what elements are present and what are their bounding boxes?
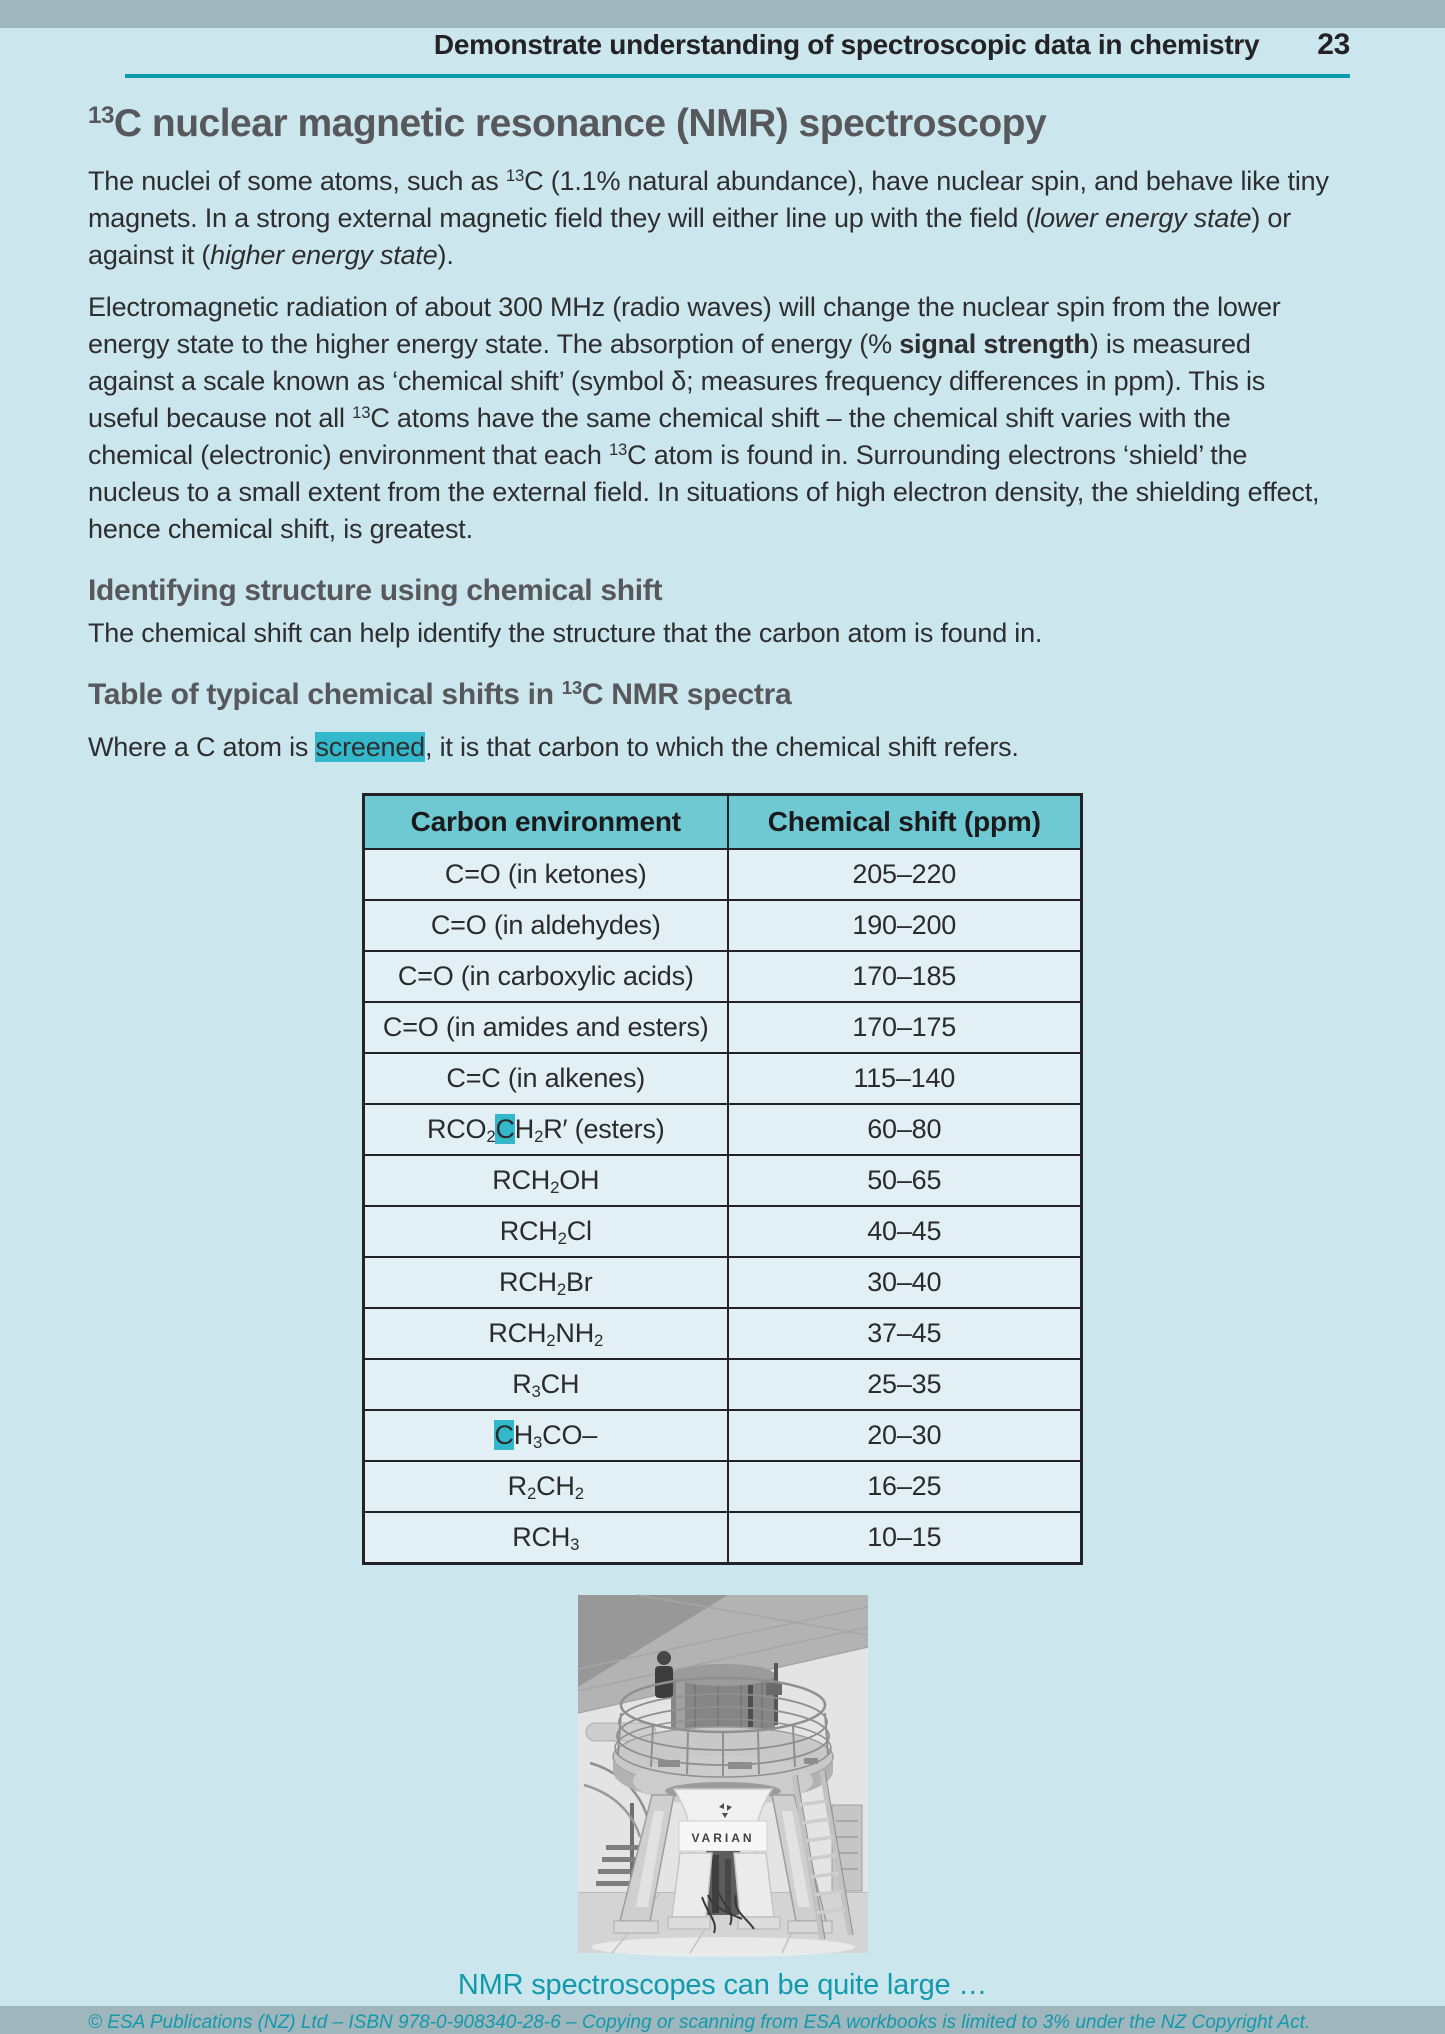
carbon-environment-cell: $RCH_3$ bbox=[364, 1512, 728, 1564]
figure-caption: NMR spectroscopes can be quite large … bbox=[457, 1969, 988, 2001]
chemical-shift-cell: 20–30 bbox=[728, 1410, 1082, 1461]
chemical-shift-cell: 25–35 bbox=[728, 1359, 1082, 1410]
carbon-environment-cell: $RCH_2NH_2$ bbox=[364, 1308, 728, 1359]
carbon-environment-cell: $RCH_2Cl$ bbox=[364, 1206, 728, 1257]
carbon-environment-cell: $RCH_2Br$ bbox=[364, 1257, 728, 1308]
nmr-photo bbox=[578, 1595, 868, 1953]
chemical-shift-table bbox=[362, 793, 1083, 1565]
header-rule-divider bbox=[125, 74, 1350, 78]
carbon-environment-cell: $RCO_2CH_2R'$ (esters) bbox=[364, 1104, 728, 1155]
table-row bbox=[364, 1104, 1082, 1155]
shift-table-intro: Where a C atom is screened, it is that carbon to which the chemical shift refers. bbox=[88, 732, 1019, 762]
chemical-shift-cell: 115–140 bbox=[728, 1053, 1082, 1104]
page-content bbox=[0, 28, 1445, 2034]
chemical-shift-cell: 190–200 bbox=[728, 900, 1082, 951]
table-row bbox=[364, 1002, 1082, 1053]
chemical-shift-cell: 37–45 bbox=[728, 1308, 1082, 1359]
table-row bbox=[364, 951, 1082, 1002]
table-row bbox=[364, 1053, 1082, 1104]
chemical-shift-cell: 60–80 bbox=[728, 1104, 1082, 1155]
page-number: 23 bbox=[1317, 28, 1350, 61]
running-head bbox=[125, 28, 1350, 62]
chemical-shift-cell: 30–40 bbox=[728, 1257, 1082, 1308]
table-row bbox=[364, 1461, 1082, 1512]
carbon-environment-cell: C=O (in aldehydes) bbox=[364, 900, 728, 951]
intro-paragraph-2: Electromagnetic radiation of about 300 MHz (radio waves) will change the nuclear spin from the lower energy state to the higher energy state. The absorption of energy (% signal strength) is measured against a scale known as ‘chemical shift’ (symbol δ; measures frequency differences in ppm). This is useful because not all $^{13}$C atoms have the same chemical shift – the chemical shift varies with the chemical (electronic) environment that each $^{13}$C atom is found in. Surrounding electrons ‘shield’ the nucleus to a small extent from the external field. In situations of high electron density, the shielding effect, hence chemical shift, is greatest. bbox=[88, 292, 1320, 544]
chemical-shift-cell: 40–45 bbox=[728, 1206, 1082, 1257]
table-row bbox=[364, 1512, 1082, 1564]
running-head-title: Demonstrate understanding of spectroscopic data in chemistry bbox=[433, 29, 1260, 60]
table-row bbox=[364, 1257, 1082, 1308]
chemical-shift-cell: 10–15 bbox=[728, 1512, 1082, 1564]
person-silhouette bbox=[657, 1651, 671, 1665]
identifying-structure-body: The chemical shift can help identify the structure that the carbon atom is found in. bbox=[88, 618, 1043, 648]
chemical-shift-cell: 205–220 bbox=[728, 849, 1082, 900]
table-row bbox=[364, 1206, 1082, 1257]
page-title: $^{13}$C nuclear magnetic resonance (NMR) spectroscopy bbox=[88, 101, 1047, 145]
varian-brand-label: VARIAN bbox=[690, 1831, 755, 1845]
carbon-environment-cell: $CH_3CO-$ bbox=[364, 1410, 728, 1461]
section-heading-shift-table: Table of typical chemical shifts in $^{13}$C NMR spectra bbox=[88, 676, 792, 711]
carbon-environment-cell: C=O (in carboxylic acids) bbox=[364, 951, 728, 1002]
table-row bbox=[364, 1308, 1082, 1359]
carbon-environment-cell: $R_2CH_2$ bbox=[364, 1461, 728, 1512]
table-row bbox=[364, 1410, 1082, 1461]
chemical-shift-cell: 170–185 bbox=[728, 951, 1082, 1002]
intro-paragraph-1: The nuclei of some atoms, such as $^{13}$C (1.1% natural abundance), have nuclear spin, and behave like tiny magnets. In a strong external magnetic field they will either line up with the field (lower energy state) or against it (higher energy state). bbox=[88, 165, 1329, 270]
table-header-row bbox=[364, 795, 1082, 850]
chemical-shift-cell: 50–65 bbox=[728, 1155, 1082, 1206]
table-row bbox=[364, 849, 1082, 900]
nmr-spectrometer-illustration bbox=[578, 1595, 868, 1953]
column-header-chemical-shift: Chemical shift (ppm) bbox=[728, 795, 1082, 850]
carbon-environment-cell: $R_3CH$ bbox=[364, 1359, 728, 1410]
carbon-environment-cell: C=O (in amides and esters) bbox=[364, 1002, 728, 1053]
column-header-carbon-environment: Carbon environment bbox=[364, 795, 728, 850]
page bbox=[0, 28, 1445, 2033]
carbon-environment-cell: $RCH_2OH$ bbox=[364, 1155, 728, 1206]
chemical-shift-cell: 16–25 bbox=[728, 1461, 1082, 1512]
table-row bbox=[364, 1359, 1082, 1410]
table-row bbox=[364, 1155, 1082, 1206]
chemical-shift-cell: 170–175 bbox=[728, 1002, 1082, 1053]
copyright-footer: © ESA Publications (NZ) Ltd – ISBN 978-0-908340-28-6 – Copying or scanning from ESA workbooks is limited to 3% under the NZ Copyright Act. bbox=[88, 2012, 1311, 2033]
carbon-environment-cell: C=O (in ketones) bbox=[364, 849, 728, 900]
section-heading-identifying-structure: Identifying structure using chemical shift bbox=[88, 574, 663, 607]
table-row bbox=[364, 900, 1082, 951]
carbon-environment-cell: C=C (in alkenes) bbox=[364, 1053, 728, 1104]
